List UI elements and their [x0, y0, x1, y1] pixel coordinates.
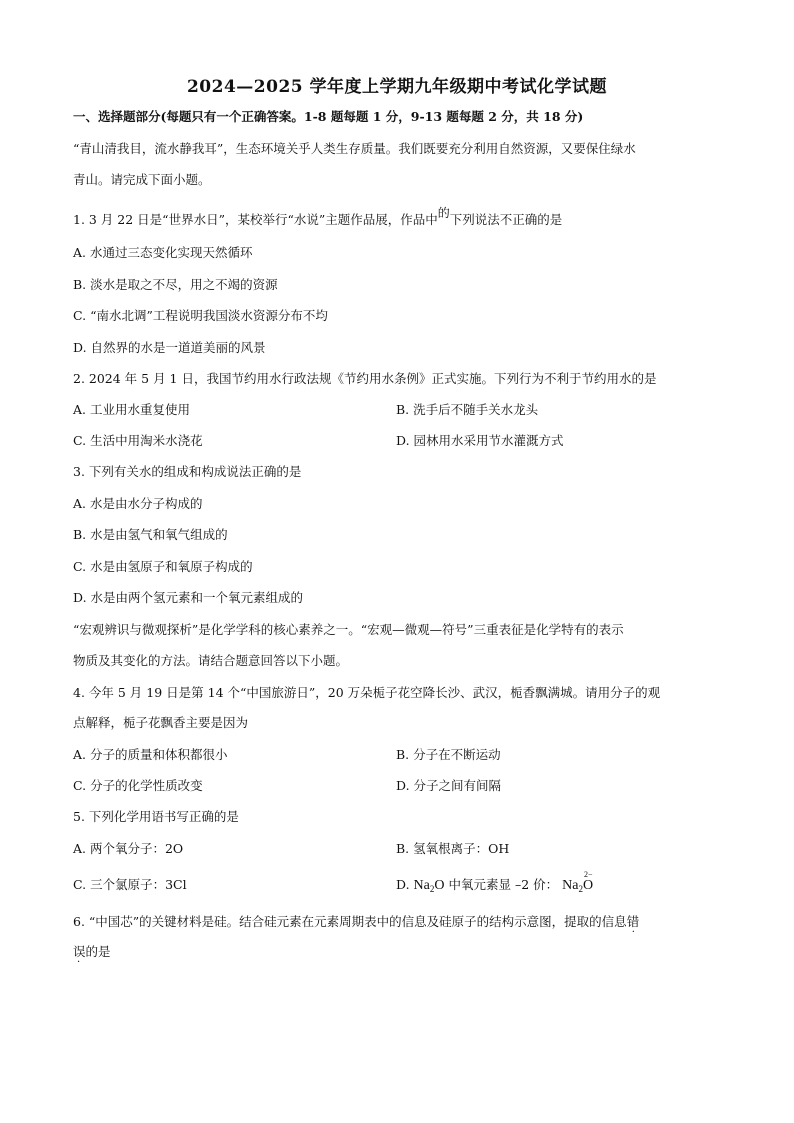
question-1-option-c: C. “南水北调”工程说明我国淡水资源分布不均: [73, 308, 328, 323]
question-4-option-d: D. 分子之间有间隔: [396, 778, 502, 793]
formula-na2o: $Na_2O$: [413, 878, 445, 894]
question-5-option-b: B. 氢氧根离子：OH: [396, 841, 510, 856]
question-4-option-a: A. 分子的质量和体积都很小: [73, 747, 228, 762]
question-2-stem: 2. 2024 年 5 月 1 日，我国节约用水行政法规《节约用水条例》正式实施。下列行为不利于节约用水的是: [73, 371, 657, 386]
question-3-option-d: D. 水是由两个氢元素和一个氧元素组成的: [73, 590, 304, 605]
question-5-option-c: C. 三个氯原子：3Cl: [73, 877, 187, 892]
question-5-stem: 5. 下列化学用语书写正确的是: [73, 809, 239, 824]
question-4-option-b: B. 分子在不断运动: [396, 747, 501, 762]
page-title: 2024—2025 学年度上学期九年级期中考试化学试题: [186, 77, 608, 97]
question-1-stray-char: 的: [437, 206, 450, 220]
question-1-option-b: B. 淡水是取之不尽，用之不竭的资源: [73, 277, 278, 292]
question-6-stem-line-2: 误 · 的是: [73, 943, 111, 961]
emphasis-dot: ·: [77, 957, 81, 968]
question-3-option-c: C. 水是由氢原子和氧原子构成的: [73, 559, 253, 574]
question-2-option-d: D. 园林用水采用节水灌溉方式: [396, 433, 564, 448]
question-1-stem: 1. 3 月 22 日是“世界水日”，某校举行“水说”主题作品展，作品中的下列说法不正确的是: [73, 206, 563, 227]
question-5-option-a: A. 两个氧分子：2O: [73, 841, 184, 856]
valence-mark: 2−: [583, 870, 593, 879]
question-2-option-a: A. 工业用水重复使用: [73, 402, 190, 417]
question-4-option-c: C. 分子的化学性质改变: [73, 778, 203, 793]
question-6-stem-line-1: 6. “中国芯”的关键材料是硅。结合硅元素在元素周期表中的信息及硅原子的结构示意图，提取的信息错 ·: [73, 913, 639, 931]
intro-paragraph-2-line-1: “宏观辨识与微观探析”是化学学科的核心素养之一。“宏观—微观—符号”三重表征是化学特有的表示: [73, 622, 624, 637]
question-1-option-a: A. 水通过三态变化实现天然循环: [73, 245, 253, 260]
question-1-option-d: D. 自然界的水是一道道美丽的风景: [73, 340, 266, 355]
intro-paragraph-1-line-1: “青山清我目，流水静我耳”，生态环境关乎人类生存质量。我们既要充分利用自然资源，又要保住绿水: [73, 141, 636, 156]
formula-na2o-with-valence: $Na_2O$ 2−: [562, 878, 593, 893]
question-4-stem-line-1: 4. 今年 5 月 19 日是第 14 个“中国旅游日”，20 万朵栀子花空降长沙、武汉，栀香飘满城。请用分子的观: [73, 685, 661, 700]
question-3-stem: 3. 下列有关水的组成和构成说法正确的是: [73, 464, 302, 479]
section-heading: 一、选择题部分(每题只有一个正确答案。1-8 题每题 1 分，9-13 题每题 2 分，共 18 分): [73, 109, 584, 124]
question-3-option-a: A. 水是由水分子构成的: [73, 496, 203, 511]
question-2-option-c: C. 生活中用淘米水浇花: [73, 433, 203, 448]
question-2-option-b: B. 洗手后不随手关水龙头: [396, 402, 539, 417]
question-4-stem-line-2: 点解释，栀子花飘香主要是因为: [73, 715, 249, 730]
emphasis-dot: ·: [631, 927, 635, 938]
question-3-option-b: B. 水是由氢气和氧气组成的: [73, 527, 228, 542]
question-5-option-d: D. $Na_2O$ 中氧元素显 –2 价： $Na_2O$ 2−: [396, 876, 593, 898]
intro-paragraph-2-line-2: 物质及其变化的方法。请结合题意回答以下小题。: [73, 653, 349, 668]
intro-paragraph-1-line-2: 青山。请完成下面小题。: [73, 172, 211, 187]
